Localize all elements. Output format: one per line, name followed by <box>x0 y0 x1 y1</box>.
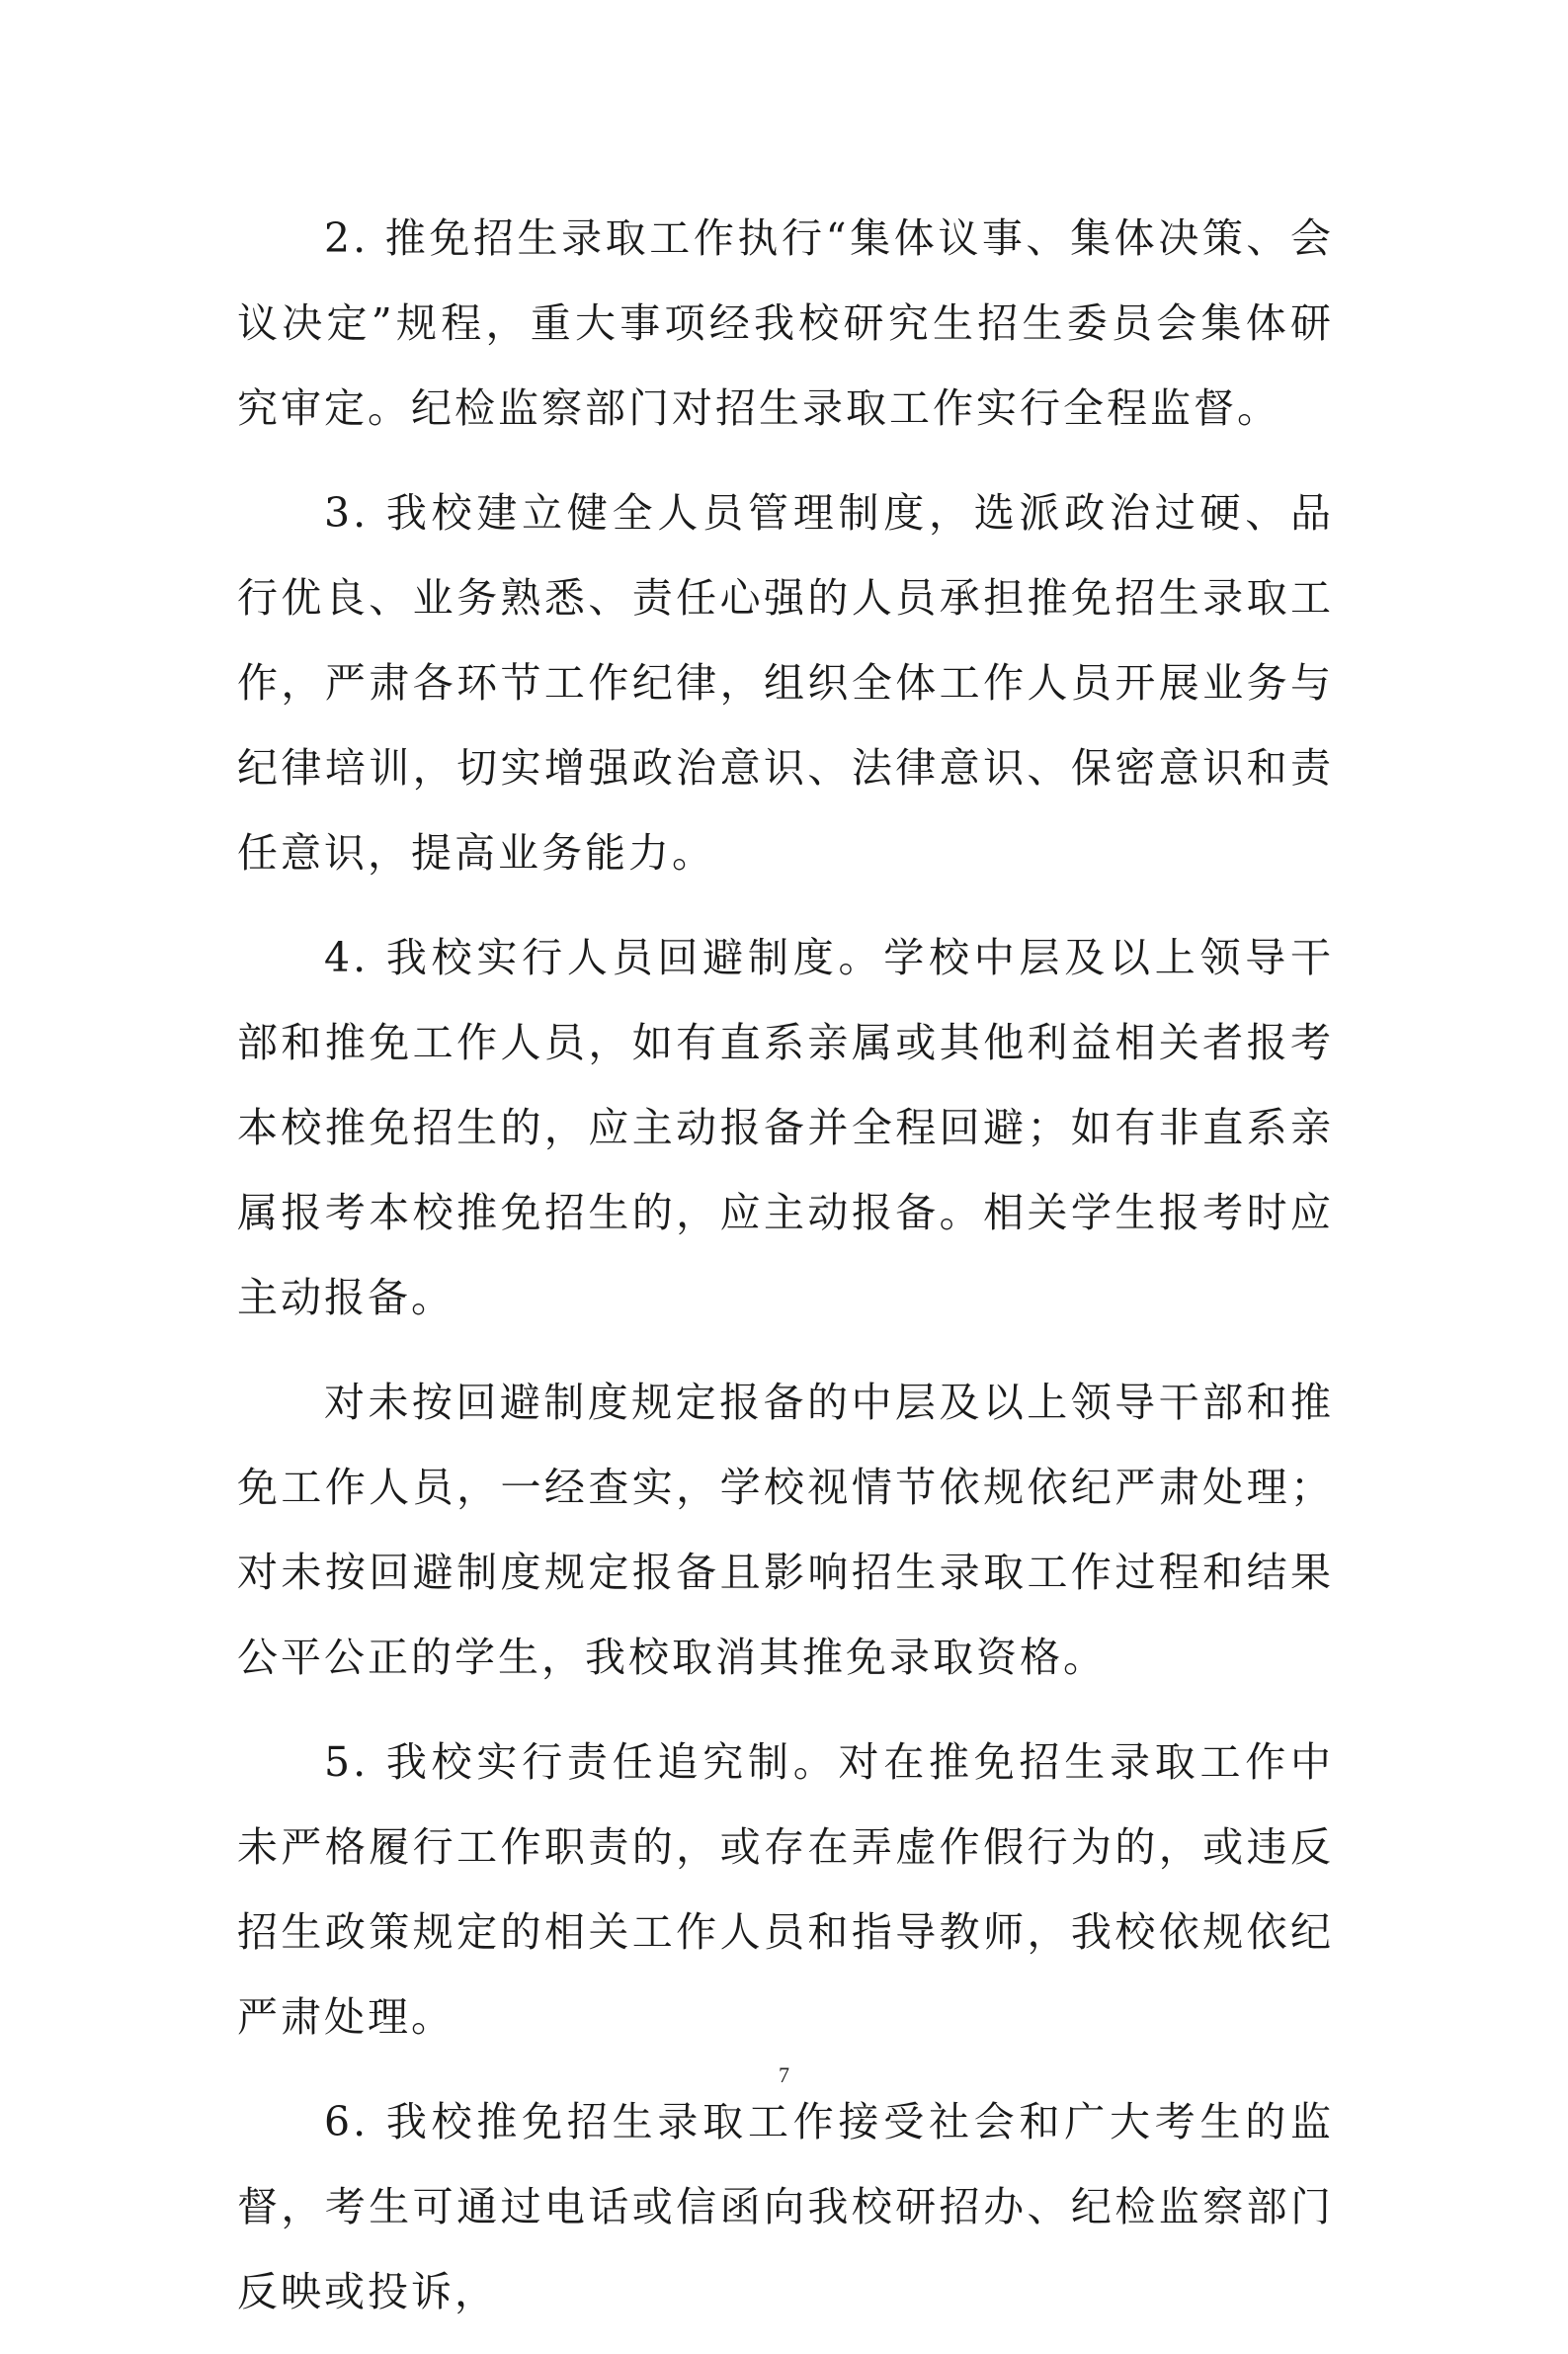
paragraph-item-6-supervision: 6. 我校推免招生录取工作接受社会和广大考生的监督，考生可通过电话或信函向我校研招办、纪检监察部门反映或投诉， <box>237 2098 1334 2315</box>
paragraph-item-2-collective-decision: 2. 推免招生录取工作执行“集体议事、集体决策、会议决定”规程，重大事项经我校研究生招生委员会集体研究审定。纪检监察部门对招生录取工作实行全程监督。 <box>237 214 1334 432</box>
document-body <box>237 196 1334 2354</box>
paragraph-item-4-recusal-system: 4. 我校实行人员回避制度。学校中层及以上领导干部和推免工作人员，如有直系亲属或其他利益相关者报考本校推免招生的，应主动报备并全程回避；如有非直系亲属报考本校推免招生的，应主动报备。相关学生报考时应主动报备。 <box>237 934 1334 1321</box>
paragraph-item-5-accountability: 5. 我校实行责任追究制。对在推免招生录取工作中未严格履行工作职责的，或存在弄虚作假行为的，或违反招生政策规定的相关工作人员和指导教师，我校依规依纪严肃处理。 <box>237 1738 1334 2041</box>
paragraph-recusal-penalty: 对未按回避制度规定报备的中层及以上领导干部和推免工作人员，一经查实，学校视情节依规依纪严肃处理；对未按回避制度规定报备且影响招生录取工作过程和结果公平公正的学生，我校取消其推免录取资格。 <box>237 1379 1334 1681</box>
page-number: 7 <box>779 2062 789 2087</box>
paragraph-item-3-personnel-management: 3. 我校建立健全人员管理制度，选派政治过硬、品行优良、业务熟悉、责任心强的人员承担推免招生录取工作，严肃各环节工作纪律，组织全体工作人员开展业务与纪律培训，切实增强政治意识、法律意识、保密意识和责任意识，提高业务能力。 <box>237 489 1334 877</box>
